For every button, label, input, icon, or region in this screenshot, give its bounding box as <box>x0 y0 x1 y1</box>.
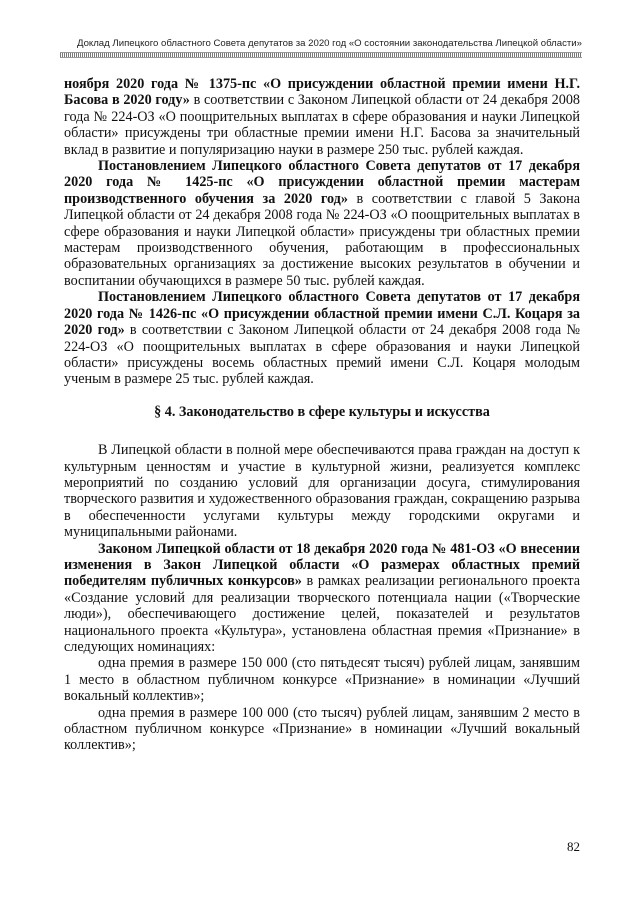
running-header: Доклад Липецкого областного Совета депутатов за 2020 год «О состоянии законодательства Липецкой области» <box>76 38 582 49</box>
page-body <box>64 76 580 754</box>
paragraph-text: в рамках реализации регионального проекта «Создание условий для реализации творческого потенциала нации («Творческие люди»), обеспечивающего достижение целей, показателей и результатов национального проекта «Культура», установлена областная премия «Признание» в следующих номинациях: <box>64 573 580 655</box>
paragraph-kotsar-prize <box>64 289 580 387</box>
paragraph-law-481 <box>64 541 580 656</box>
decree-title-kotsar: Постановлением Липецкого областного Совета депутатов от 17 декабря 2020 года № 1426-пс «О присуждении областной премии имени С.Л. Коцаря за 2020 год» <box>64 289 580 339</box>
section-heading: § 4. Законодательство в сфере культуры и искусства <box>154 403 490 420</box>
paragraph-text: в соответствии с главой 5 Закона Липецкой области от 24 декабря 2008 года № 224-ОЗ «О поощрительных выплатах в сфере образования и науки Липецкой области» присуждены три областных премии мастерам производственного обучения, работающим в профессиональных образовательных организациях за достижение высоких результатов в обучении и воспитании обучающихся в размере 50 тыс. рублей каждая. <box>64 190 580 289</box>
list-item-first-place: одна премия в размере 150 000 (сто пятьдесят тысяч) рублей лицам, занявшим 1 место в областном публичном конкурсе «Признание» в номинации «Лучший вокальный коллектив»; <box>64 655 580 705</box>
paragraph-basov-prize <box>64 76 580 158</box>
decree-title-basov: ноября 2020 года № 1375-пс «О присуждении областной премии имени Н.Г. Басова в 2020 году» <box>64 76 580 109</box>
paragraph-culture-rights: В Липецкой области в полной мере обеспечиваются права граждан на доступ к культурным ценностям и участие в культурной жизни, реализуется комплекс мероприятий по созданию условий для организации досуга, стимулирования творческого развития и художественного образования граждан, сокращению разрыва в обеспеченности услугами культуры между городскими округами и муниципальными районами. <box>64 442 580 541</box>
paragraph-text: в соответствии с Законом Липецкой области от 24 декабря 2008 года № 224-ОЗ «О поощрительных выплатах в сфере образования и науки Липецкой области» присуждены восемь областных премий имени С.Л. Коцаря молодым ученым в размере 25 тыс. рублей каждая. <box>64 322 581 388</box>
header-rule <box>60 52 582 58</box>
list-item-second-place: одна премия в размере 100 000 (сто тысяч) рублей лицам, занявшим 2 место в областном публичном конкурсе «Признание» в номинации «Лучший вокальный коллектив»; <box>64 704 580 754</box>
paragraph-text: в соответствии с Законом Липецкой области от 24 декабря 2008 года № 224-ОЗ «О поощрительных выплатах в сфере образования и науки Липецкой области» присуждены три областные премии имени Н.Г. Басова за значительный вклад в развитие и популяризацию науки в размере 250 тыс. рублей каждая. <box>64 92 581 158</box>
decree-title-masters: Постановлением Липецкого областного Совета депутатов от 17 декабря 2020 года № 1425-пс «О присуждении областной премии мастерам производственного обучения за 2020 год» <box>64 158 580 207</box>
law-title-481: Законом Липецкой области от 18 декабря 2020 года № 481-ОЗ «О внесении изменения в Закон Липецкой области «О размерах областных премий победителям публичных конкурсов» <box>64 540 580 590</box>
paragraph-masters-prize <box>64 158 580 289</box>
page-number: 82 <box>567 839 580 854</box>
